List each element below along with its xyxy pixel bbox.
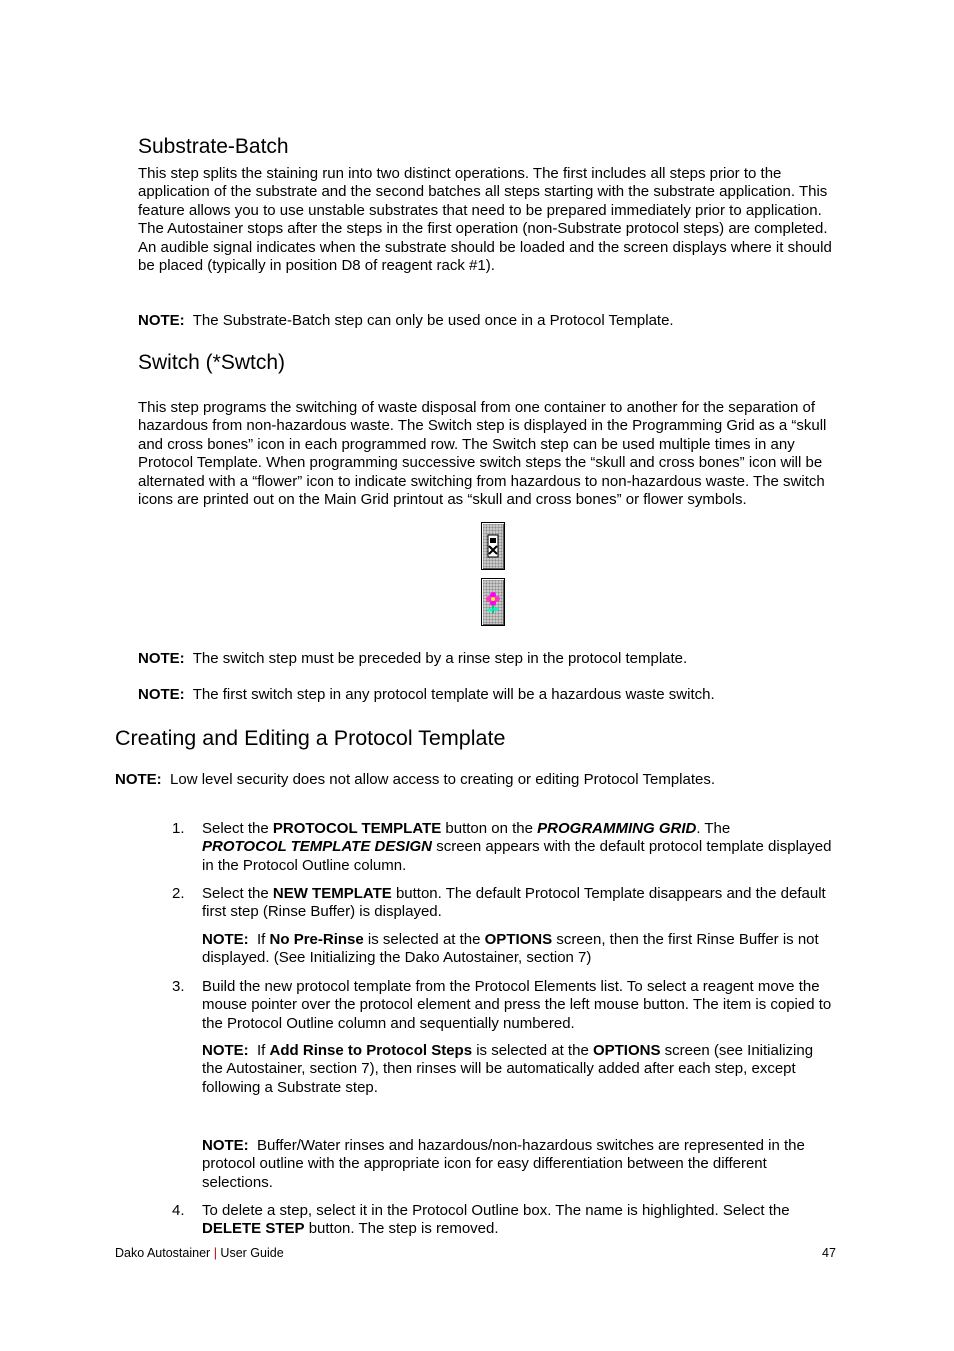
note-label: NOTE: [138,312,185,329]
step-text: . The [696,820,731,837]
switch-note-1 [138,650,838,668]
step-number: 2. [172,885,185,902]
step-number: 4. [172,1202,185,1219]
step-text: Select the [202,820,273,837]
switch-heading: Switch (*Swtch) [138,351,286,374]
skull-crossbones-icon [481,522,505,570]
footer-guide: User Guide [220,1246,284,1260]
note-label: NOTE: [115,771,162,788]
no-pre-rinse-ref: No Pre-Rinse [269,931,364,948]
switch-body: This step programs the switching of waste disposal from one container to another for the separation of hazardous from non-hazardous waste. The Switch step is displayed in the Programming Grid as a “skull and cross bones” icon in each programmed row. The Switch step can be used multiple times in any Protocol Template. When programming successive switch steps the “skull and cross bones” icon will be alternated with a “flower” icon to indicate switching from hazardous to non-hazardous waste. The switch icons are printed out on the Main Grid printout as “skull and cross bones” or flower symbols. [138,399,827,509]
footer-separator: | [213,1246,217,1260]
note-label: NOTE: [138,650,185,667]
step-1-text [202,820,838,875]
note-text: Low level security does not allow access to creating or editing Protocol Templates. [170,771,716,788]
note-text: If [257,931,270,948]
step-number: 1. [172,820,185,837]
step-2-note [202,931,838,968]
note-text: screen (see Initializing the Autostainer, section 7), then rinses will be automatically added after each step, except following a Substrate step. [202,1042,814,1096]
note-text: The Substrate-Batch step can only be used once in a Protocol Template. [192,312,674,329]
programming-grid-ref: PROGRAMMING GRID [537,820,697,837]
step-text: screen appears with the default protocol template displayed in the Protocol Outline column. [202,838,832,874]
note-text: If [257,1042,270,1059]
step-text: To delete a step, select it in the Protocol Outline box. The name is highlighted. Select the [202,1202,790,1219]
note-text: is selected at the [363,931,485,948]
note-text: screen, then the first Rinse Buffer is not displayed. (See Initializing the Dako Autostainer, section 7) [202,931,819,967]
step-3-text: Build the new protocol template from the Protocol Elements list. To select a reagent move the mouse pointer over the protocol element and press the left mouse button. The item is copied to the Protocol Outline column and sequentially numbered. [202,978,832,1032]
step-3-note [202,1042,838,1097]
step-4-text [202,1202,842,1239]
creating-heading: Creating and Editing a Protocol Template [115,726,506,750]
step-text: button. The default Protocol Template disappears and the default first step (Rinse Buffer) is displayed. [202,885,826,921]
page-number: 47 [822,1246,836,1260]
add-rinse-ref: Add Rinse to Protocol Steps [269,1042,473,1059]
flower-icon [481,578,505,626]
note-text: The switch step must be preceded by a rinse step in the protocol template. [192,650,688,667]
step-2-text [202,885,838,922]
note-text: is selected at the [472,1042,593,1059]
substrate-batch-note [138,312,838,330]
note-label: NOTE: [138,686,185,703]
note-label: NOTE: [202,931,249,948]
note-text: Buffer/Water rinses and hazardous/non-hazardous switches are represented in the protocol outline with the appropriate icon for easy differentiation between the different selections. [202,1137,805,1191]
protocol-template-button-ref: PROTOCOL TEMPLATE [272,820,442,837]
step-3-note-2 [202,1137,838,1192]
step-text: button on the [441,820,538,837]
options-ref: OPTIONS [592,1042,661,1059]
new-template-button-ref: NEW TEMPLATE [272,885,392,902]
delete-step-button-ref: DELETE STEP [202,1220,305,1238]
step-text: button. The step is removed. [304,1220,499,1238]
note-text: The first switch step in any protocol template will be a hazardous waste switch. [192,686,715,703]
switch-note-2 [138,686,838,704]
note-label: NOTE: [202,1137,249,1154]
substrate-batch-heading: Substrate-Batch [138,135,289,158]
creating-note [115,771,835,789]
footer-product: Dako Autostainer [115,1246,211,1260]
step-text: Select the [202,885,273,902]
substrate-batch-body: This step splits the staining run into two distinct operations. The first includes all steps prior to the application of the substrate and the second batches all steps starting with the substrate application. This feature allows you to use unstable substrates that need to be prepared immediately prior to application. The Autostainer stops after the steps in the first operation (non-Substrate protocol steps) are completed. An audible signal indicates when the substrate should be loaded and the screen displays where it should be placed (typically in position D8 of reagent rack #1). [138,165,832,275]
protocol-template-design-ref: PROTOCOL TEMPLATE DESIGN [202,838,433,856]
note-label: NOTE: [202,1042,249,1059]
footer-title [115,1246,284,1260]
step-number: 3. [172,978,185,995]
options-ref: OPTIONS [484,931,553,948]
